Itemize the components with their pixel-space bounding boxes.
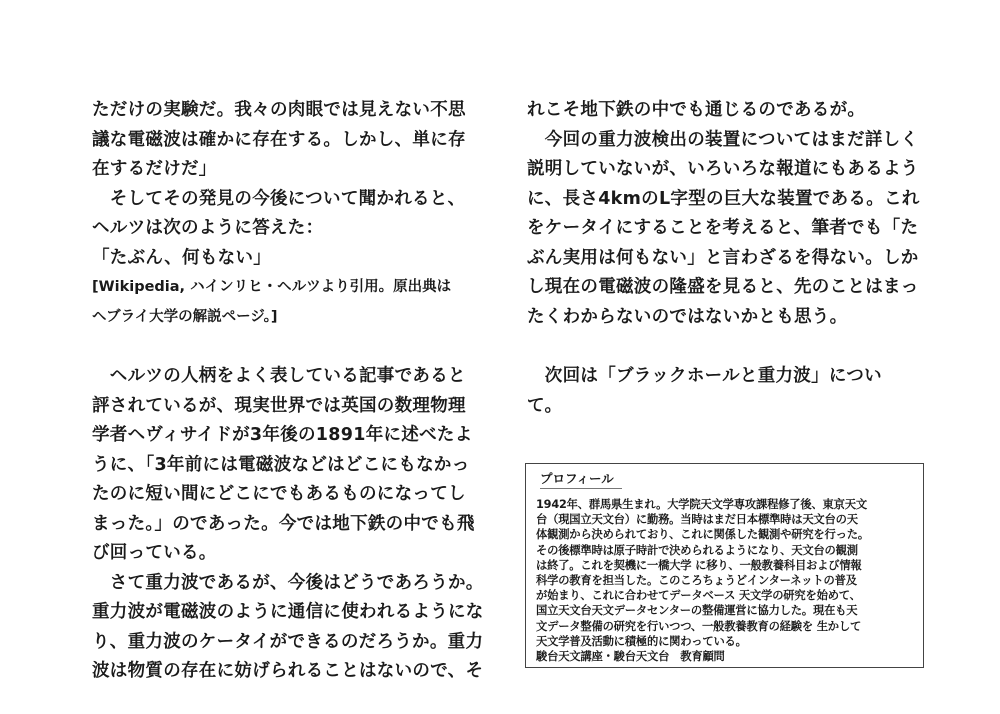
text-line: 今回の重力波検出の装置についてはまだ詳しく	[527, 129, 919, 150]
profile-title: プロフィール	[540, 470, 622, 489]
profile-text	[536, 497, 913, 664]
text-line: れこそ地下鉄の中でも通じるのであるが。	[527, 100, 866, 120]
profile-line: が始まり、これに合わせてデータベース 天文学の研究を始めて、	[536, 589, 861, 603]
text-line: まった。」のであった。今では地下鉄の中でも飛	[92, 513, 475, 534]
left-column	[92, 96, 496, 687]
profile-line: 国立天文台天文データセンターの整備運営に協力した。現在も天	[536, 604, 858, 618]
paragraph-gap	[92, 332, 496, 362]
text-line: 重力波が電磁波のように通信に使われるようにな	[92, 602, 484, 622]
text-line: そしてその発見の今後について聞かれると、	[92, 188, 466, 209]
text-line: たのに短い間にどこにでもあるものになってし	[92, 484, 466, 504]
text-line: ヘルツは次のように答えた：	[92, 218, 324, 238]
text-line: 次回は「ブラックホールと重力波」につい	[527, 366, 882, 386]
profile-line: 1942年、群馬県生まれ。大学院天文学専攻課程修了後、東京天文	[536, 498, 867, 511]
profile-line: 体観測から決められており、これに関係した観測や研究を行った。	[536, 528, 869, 542]
text-line: うに、「3年前には電磁波などはどこにもなかっ	[92, 454, 470, 475]
text-line: たくわからないのではないかとも思う。	[527, 306, 848, 327]
text-line: ヘブライ大学の解説ページ。]	[92, 308, 278, 325]
text-line: ただけの実験だ。我々の肉眼では見えない不思	[92, 100, 466, 120]
text-line: し現在の電磁波の隆盛を見ると、先のことはまっ	[527, 277, 919, 297]
profile-box	[525, 463, 924, 668]
profile-line: 駿台天文講座・駿台天文台 教育顧問	[536, 649, 725, 663]
profile-line: 科学の教育を担当した。このころちょうどインターネットの普及	[536, 573, 857, 587]
text-line: さて重力波であるが、今後はどうであろうか。	[92, 572, 484, 593]
text-line: 説明していないが、いろいろな報道にもあるよう	[527, 159, 919, 179]
text-line: に、長さ4kmのL字型の巨大な装置である。これ	[527, 188, 920, 209]
text-line: 議な電磁波は確かに存在する。しかし、単に存	[92, 129, 466, 150]
paragraph-gap	[527, 332, 931, 362]
profile-line: 文データ整備の研究を行いつつ、一般教養教育の経験を 生かして	[536, 619, 862, 633]
text-line: をケータイにすることを考えると、筆者でも「た	[527, 218, 919, 238]
text-line: 「たぶん、何もない」	[92, 247, 272, 268]
text-line: 波は物質の存在に妨げられることはないので、そ	[92, 661, 484, 681]
text-line: り、重力波のケータイができるのだろうか。重力	[92, 631, 484, 652]
text-line: [Wikipedia, ハインリヒ・ヘルツより引用。原出典は	[92, 279, 452, 295]
right-column	[527, 96, 931, 421]
profile-line: 天文学普及活動に積極的に関わっている。	[536, 634, 747, 648]
text-line: 学者ヘヴィサイドが3年後の1891年に述べたよ	[92, 425, 473, 445]
profile-line: は終了。これを契機に一橋大学 に移り、一般教養科目および情報	[536, 558, 862, 572]
text-line: 評されているが、現実世界では英国の数理物理	[92, 395, 466, 416]
text-line: ぶん実用は何もない」と言わざるを得ない。しか	[527, 247, 919, 268]
text-line: び回っている。	[92, 543, 217, 563]
text-line: て。	[527, 395, 563, 416]
profile-line: 台（現国立天文台）に勤務。当時はまだ日本標準時は天文台の天	[536, 513, 858, 527]
text-line: ヘルツの人柄をよく表している記事であると	[92, 366, 466, 386]
profile-line: その後標準時は原子時計で決められるようになり、天文台の観測	[536, 543, 858, 557]
text-line: 在するだけだ」	[92, 159, 217, 179]
